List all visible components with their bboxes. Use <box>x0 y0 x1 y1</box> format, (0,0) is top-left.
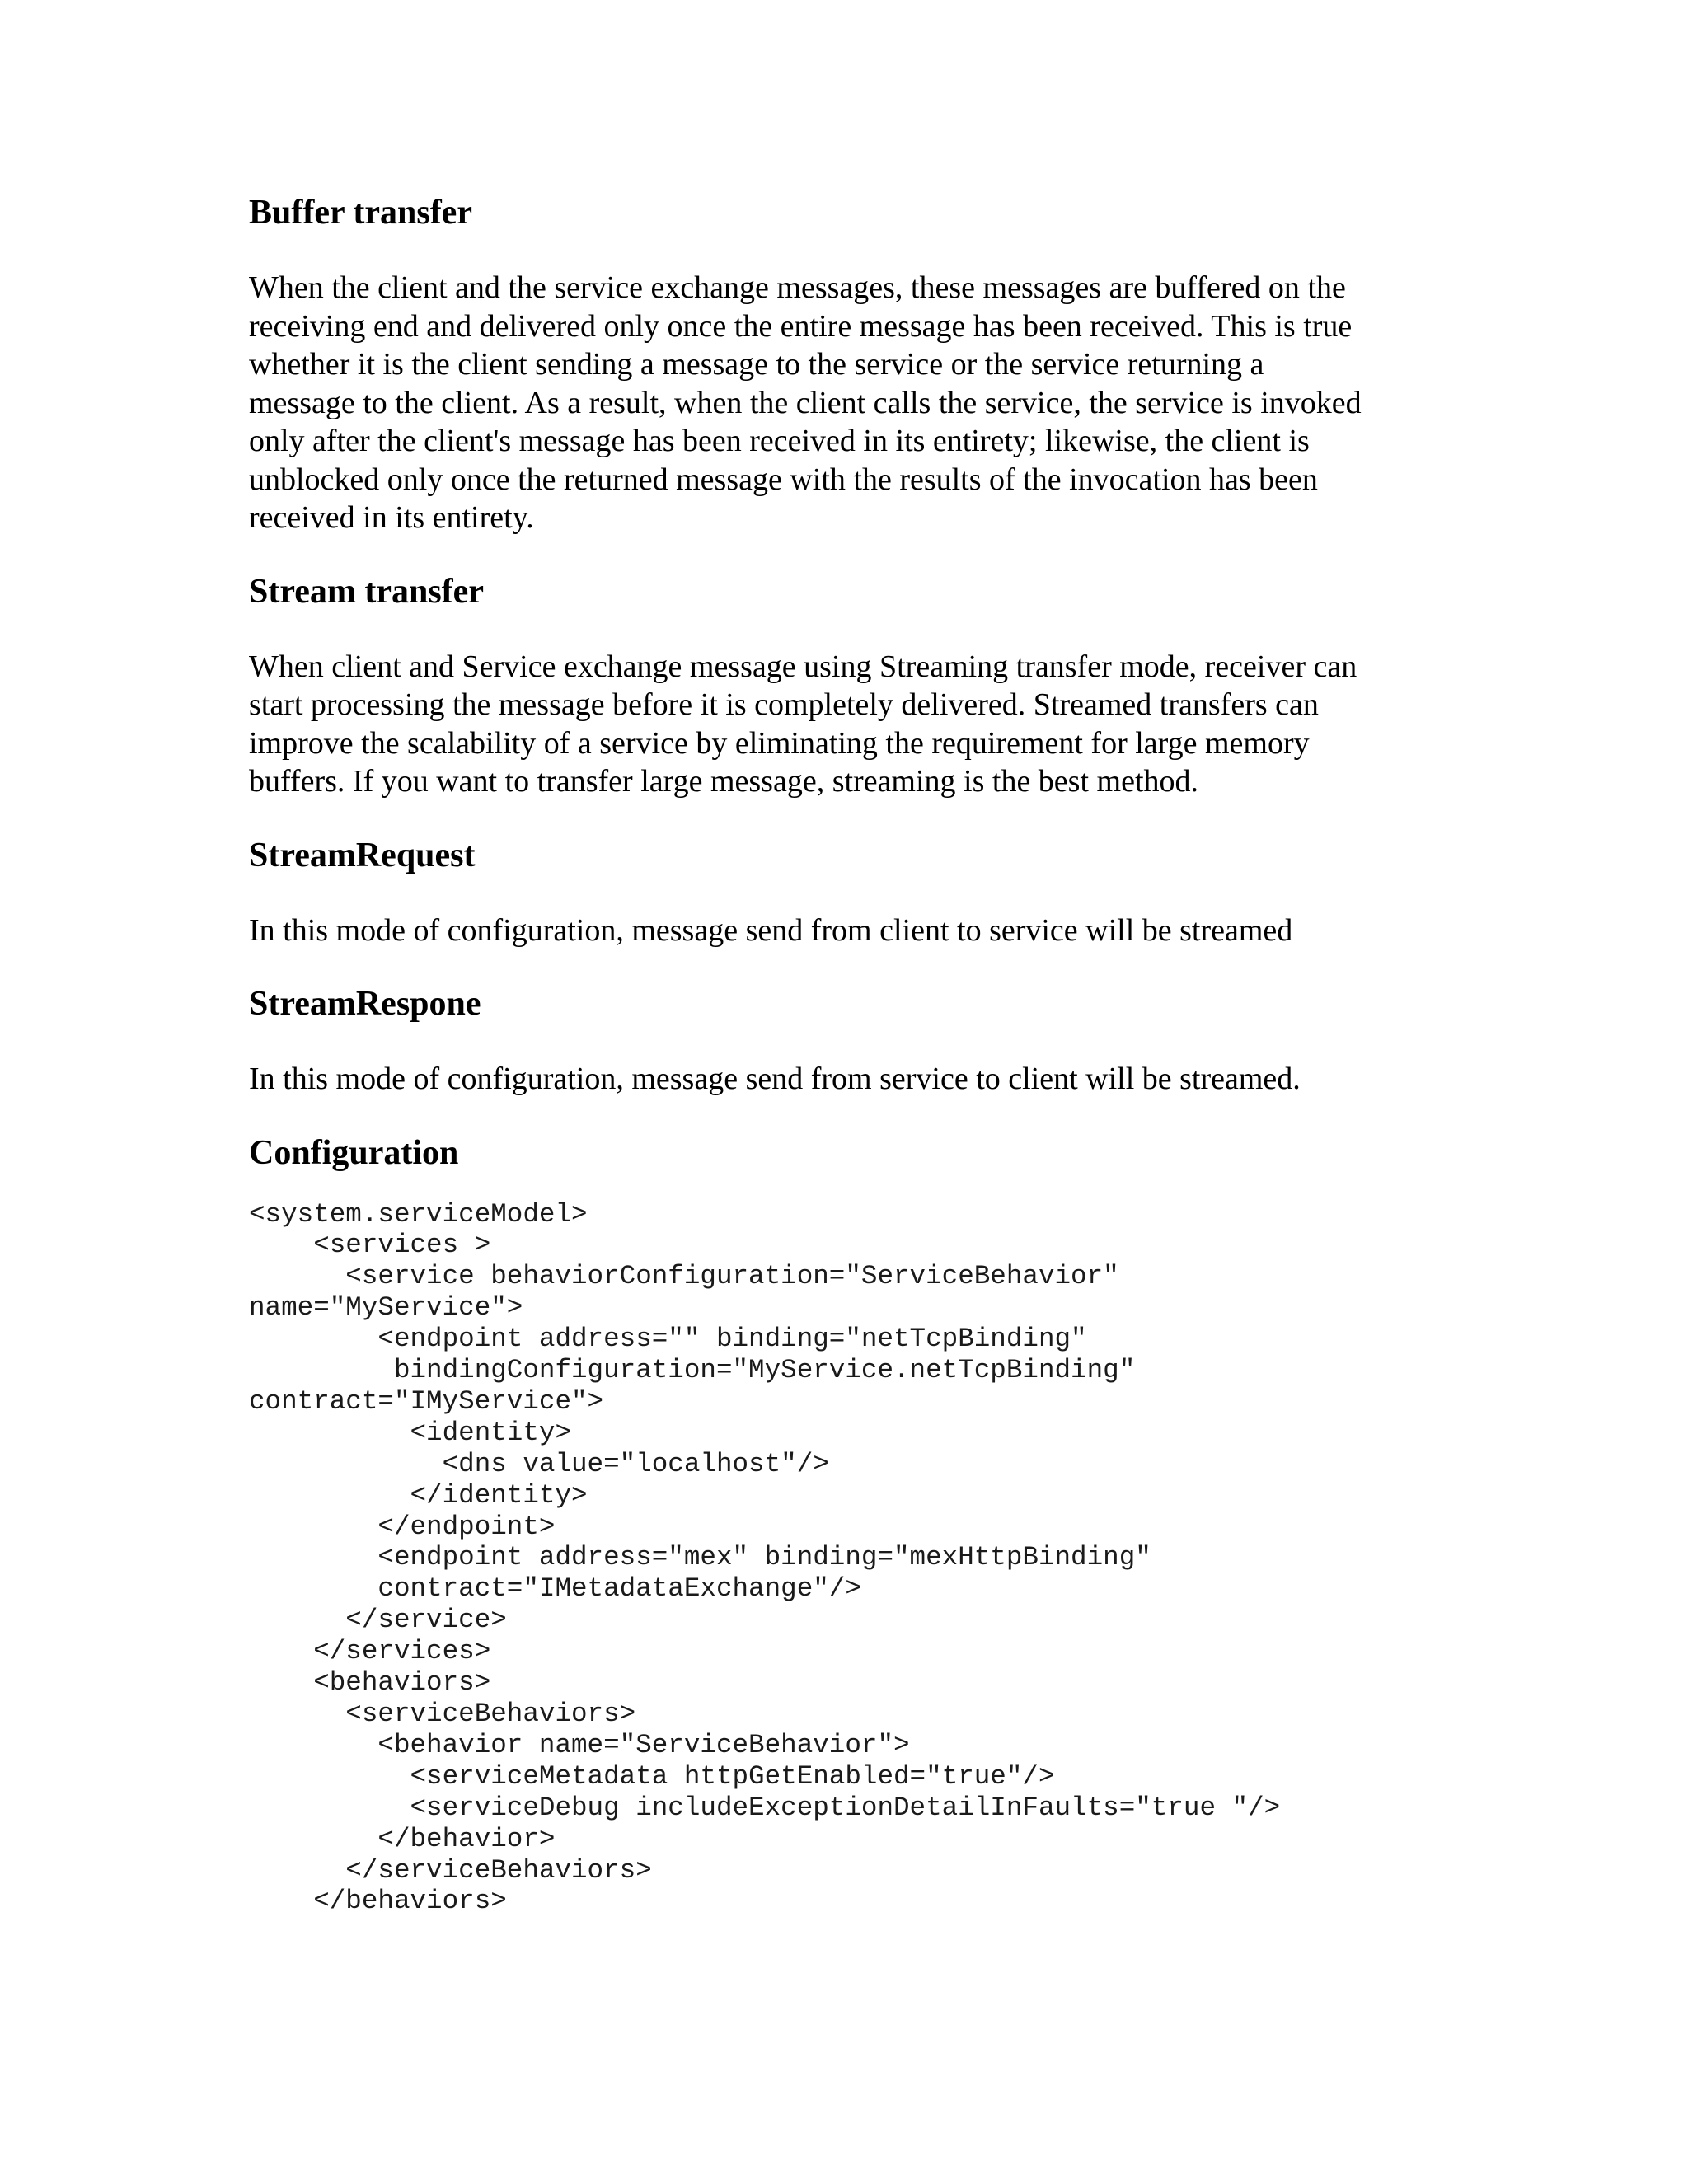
section-heading: Stream transfer <box>249 572 484 611</box>
section-heading: Configuration <box>249 1133 459 1172</box>
section-stream-response <box>249 982 1535 1099</box>
section-paragraph: When the client and the service exchange messages, these messages are buffered on the receiving end and delivered only once the entire message has been received. This is true whether it is the client sending a message to the service or the service returning a message to the client. As a result, when the client calls the service, the service is invoked only after the client's message has been received in its entirety; likewise, the client is unblocked only once the returned message with the results of the invocation has been received in its entirety. <box>249 270 1362 535</box>
section-paragraph: In this mode of configuration, message send from client to service will be streamed <box>249 912 1293 948</box>
section-heading: StreamRequest <box>249 836 476 874</box>
config-code-block: <system.serviceModel> <services > <service behaviorConfiguration="ServiceBehavior" name="MyService"> <endpoint address="" binding="netTcpBinding" bindingConfiguration="MyService.netTcpBinding" contract="IMyService"> <identity> <dns value="localhost"/> </identity> </endpoint> <endpoint address="mex" binding="mexHttpBinding" contract="IMetadataExchange"/> </service> </services> <behaviors> <serviceBehaviors> <behavior name="ServiceBehavior"> <serviceMetadata httpGetEnabled="true"/> <serviceDebug includeExceptionDetailInFaults="true "/> </behavior> </serviceBehaviors> </behaviors> <box>249 1198 1281 1917</box>
section-stream-request <box>249 834 1535 950</box>
section-paragraph: In this mode of configuration, message send from service to client will be streamed. <box>249 1062 1301 1096</box>
section-heading: Buffer transfer <box>249 194 472 232</box>
document-content <box>249 191 1535 1917</box>
section-heading: StreamRespone <box>249 985 481 1023</box>
section-configuration <box>249 1132 1535 1918</box>
section-paragraph: When client and Service exchange message using Streaming transfer mode, receiver can start processing the message before it is completely delivered. Streamed transfers can improve the scalability of a service by eliminating the requirement for large memory buffers. If you want to transfer large message, streaming is the best method. <box>249 649 1357 799</box>
section-stream-transfer <box>249 570 1535 801</box>
section-buffer-transfer <box>249 191 1535 537</box>
